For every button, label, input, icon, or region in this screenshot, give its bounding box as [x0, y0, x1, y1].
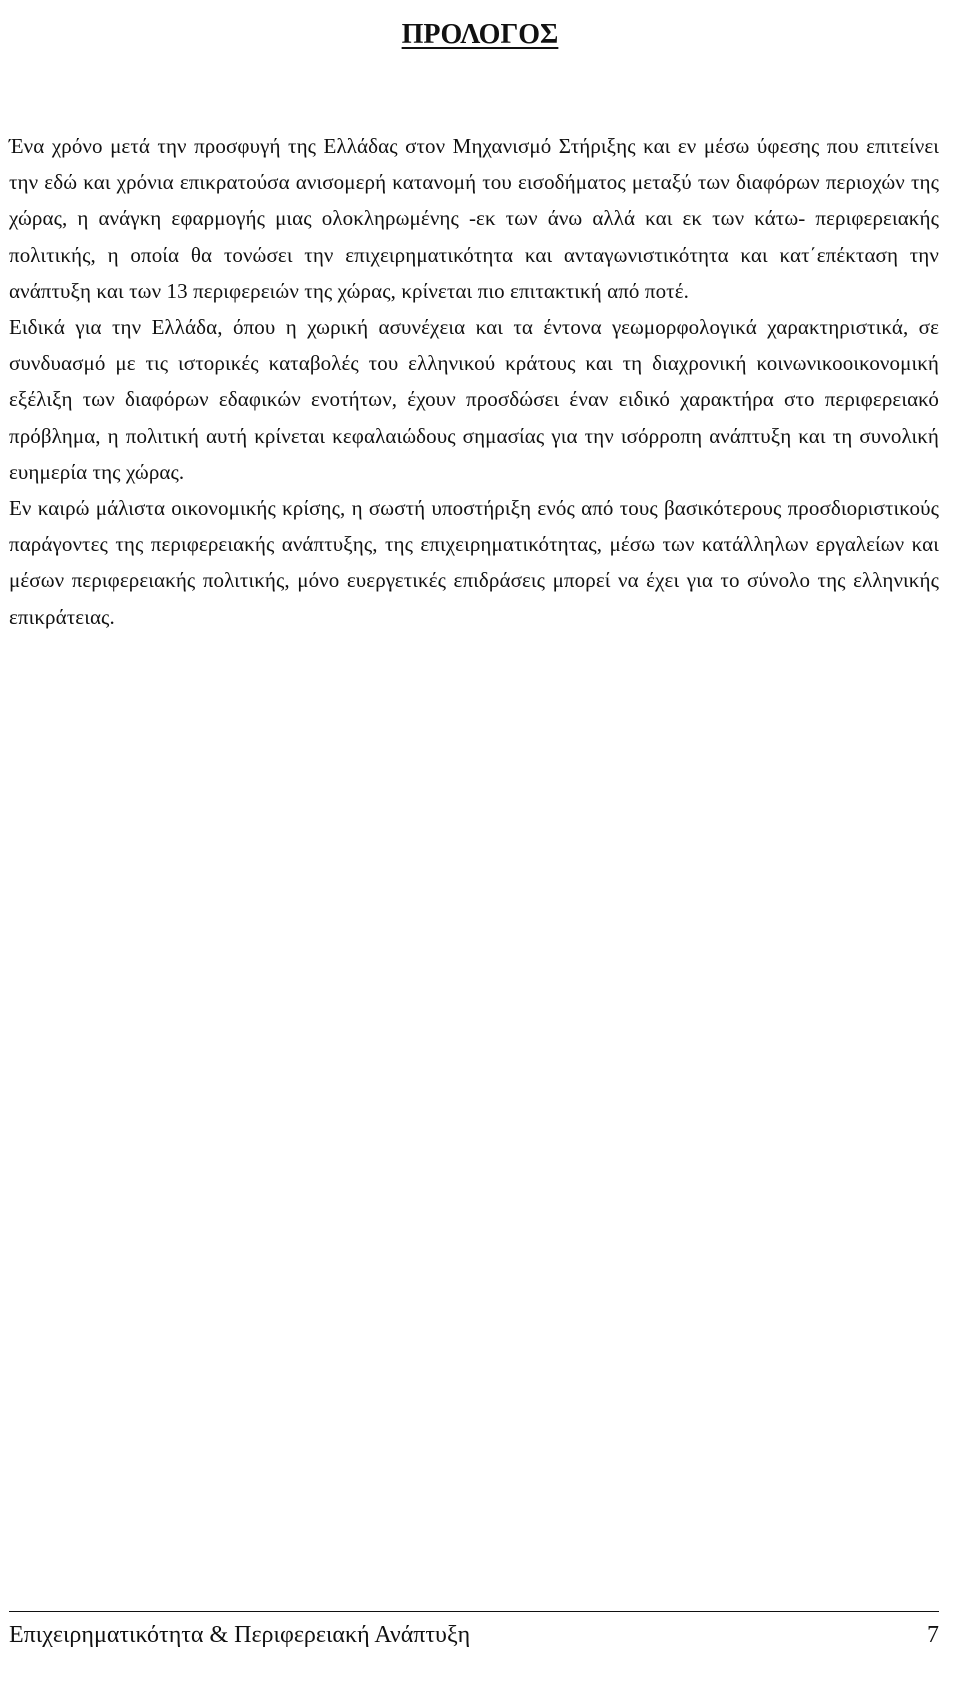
- page-footer: [9, 1611, 939, 1650]
- paragraph-2: Ειδικά για την Ελλάδα, όπου η χωρική ασυνέχεια και τα έντονα γεωμορφολογικά χαρακτηριστικά, σε συνδυασμό με τις ιστορικές καταβολές του ελληνικού κράτους και τη διαχρονική κοινωνικοοικονομική εξέλιξη των διαφόρων εδαφικών ενοτήτων, έχουν προσδώσει έναν ειδικό χαρακτήρα στο περιφερειακό πρόβλημα, η πολιτική αυτή κρίνεται κεφαλαιώδους σημασίας για την ισόρροπη ανάπτυξη και τη συνολική ευημερία της χώρας.: [9, 315, 939, 484]
- body-text: [9, 128, 939, 635]
- footer-running-title: Επιχειρηματικότητα & Περιφερειακή Ανάπτυξη: [9, 1622, 471, 1648]
- footer-page-number: 7: [927, 1622, 939, 1648]
- page-title: ΠΡΟΛΟΓΟΣ: [401, 18, 559, 50]
- paragraph-1: Ένα χρόνο μετά την προσφυγή της Ελλάδας στον Μηχανισμό Στήριξης και εν μέσω ύφεσης που επιτείνει την εδώ και χρόνια επικρατούσα ανισομερή κατανομή του εισοδήματος μεταξύ των διαφόρων περιοχών της χώρας, η ανάγκη εφαρμογής μιας ολοκληρωμένης -εκ των άνω αλλά και εκ των κάτω- περιφερειακής πολιτικής, η οποία θα τονώσει την επιχειρηματικότητα και ανταγωνιστικότητα και κατ΄επέκταση την ανάπτυξη και των 13 περιφερειών της χώρας, κρίνεται πιο επιτακτική από ποτέ.: [9, 134, 939, 303]
- paragraph-3: Εν καιρώ μάλιστα οικονομικής κρίσης, η σωστή υποστήριξη ενός από τους βασικότερους προσδιοριστικούς παράγοντες της περιφερειακής ανάπτυξης, της επιχειρηματικότητας, μέσω των κατάλληλων εργαλείων και μέσων περιφερειακής πολιτικής, μόνο ευεργετικές επιδράσεις μπορεί να έχει για το σύνολο της ελληνικής επικράτειας.: [9, 496, 939, 629]
